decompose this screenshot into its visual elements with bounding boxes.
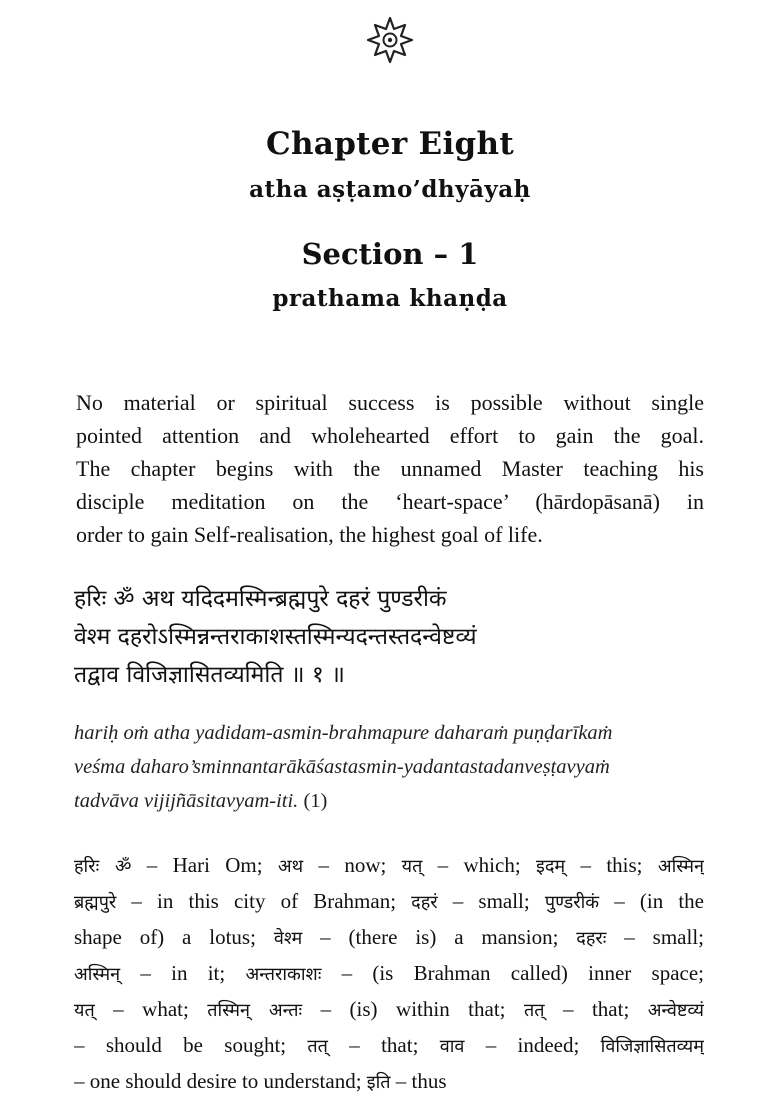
meaning-text: – now;: [303, 853, 402, 877]
intro-line: The chapter begins with the unnamed Master teaching his: [76, 456, 704, 481]
intro-line: order to gain Self-realisation, the highest goal of life.: [76, 522, 543, 547]
sanskrit-term: तत्: [307, 1036, 328, 1057]
meaning-text: – that;: [544, 997, 648, 1021]
sanskrit-verse: [74, 580, 477, 694]
meaning-line: [74, 1028, 704, 1064]
sanskrit-term: वाव: [439, 1036, 465, 1057]
meaning-line: [74, 884, 704, 920]
meaning-text: – in it;: [120, 961, 246, 985]
sanskrit-term: यत्: [74, 1000, 95, 1021]
transliteration-line: [74, 784, 613, 818]
star-ornament-icon: [366, 16, 414, 64]
transliteration-line: veśma daharo’sminnantarākāśastasmin-yadantastadanveṣṭavyaṁ: [74, 756, 610, 778]
transliteration-line: hariḥ oṁ atha yadidam-asmin-brahmapure daharaṁ puṇḍarīkaṁ: [74, 722, 613, 744]
verse-line: हरिः ॐ अथ यदिदमस्मिन्ब्रह्मपुरे दहरं पुण्डरीकं: [74, 586, 447, 612]
intro-line: No material or spiritual success is possible without single: [76, 390, 704, 415]
meaning-text: – should be sought;: [74, 1033, 308, 1057]
meaning-text: – thus: [390, 1069, 447, 1093]
meaning-line: [74, 956, 704, 992]
meaning-text: – Hari Om;: [131, 853, 278, 877]
intro-line: pointed attention and wholehearted effort to gain the goal.: [76, 423, 704, 448]
sanskrit-term: दहरः: [576, 928, 607, 949]
sanskrit-term: विजिज्ञासितव्यम्: [600, 1036, 704, 1057]
sanskrit-term: इति: [366, 1072, 391, 1093]
meaning-text: shape of) a lotus;: [74, 925, 274, 949]
transliteration: [74, 716, 613, 818]
sanskrit-term: तस्मिन् अन्तः: [207, 1000, 303, 1021]
sanskrit-term: अन्वेष्टव्यं: [647, 1000, 704, 1021]
verse-line: तद्वाव विजिज्ञासितव्यमिति ॥ १ ॥: [74, 662, 345, 688]
verse-number: (1): [303, 790, 328, 812]
sanskrit-term: तत्: [523, 1000, 545, 1021]
sanskrit-term: अस्मिन्: [657, 856, 704, 877]
sanskrit-term: अथ: [277, 856, 304, 877]
meaning-text: – (is Brahman called) inner space;: [321, 961, 704, 985]
sanskrit-term: हरिः ॐ: [74, 856, 132, 877]
sanskrit-term: दहरं: [411, 892, 438, 913]
meaning-text: – in this city of Brahman;: [116, 889, 412, 913]
section-subtitle: prathama khaṇḍa: [272, 285, 508, 312]
meaning-line: [74, 920, 704, 956]
sanskrit-term: अस्मिन्: [74, 964, 121, 985]
meaning-text: – (is) within that;: [302, 997, 524, 1021]
meaning-text: – (in the: [599, 889, 704, 913]
sanskrit-term: इदम्: [536, 856, 566, 877]
meaning-line: [74, 992, 704, 1028]
intro-line: disciple meditation on the ‘heart-space’ (hārdopāsanā) in: [76, 489, 704, 514]
section-title: Section – 1: [301, 237, 479, 271]
meaning-text: – this;: [565, 853, 658, 877]
meaning-text: – small;: [606, 925, 704, 949]
transliteration-text: tadvāva vijijñāsitavyam-iti.: [74, 790, 299, 812]
meaning-text: – indeed;: [464, 1033, 601, 1057]
sanskrit-term: वेश्म: [273, 928, 303, 949]
chapter-subtitle: atha aṣṭamo’dhyāyaḥ: [249, 176, 531, 203]
chapter-title: Chapter Eight: [266, 126, 514, 162]
sanskrit-term: अन्तराकाशः: [245, 964, 322, 985]
intro-paragraph: [76, 386, 704, 551]
sanskrit-term: यत्: [401, 856, 423, 877]
meaning-text: – one should desire to understand;: [74, 1069, 367, 1093]
meaning-line: [74, 1064, 704, 1100]
meaning-text: – which;: [422, 853, 536, 877]
meaning-line: [74, 848, 704, 884]
meaning-text: – what;: [94, 997, 208, 1021]
verse-line: वेश्म दहरोऽस्मिन्नन्तराकाशस्तस्मिन्यदन्तस्तदन्वेष्टव्यं: [74, 624, 477, 650]
meaning-text: – small;: [437, 889, 545, 913]
meaning-text: – that;: [327, 1033, 440, 1057]
word-meanings: [74, 848, 704, 1100]
sanskrit-term: पुण्डरीकं: [544, 892, 600, 913]
meaning-text: – (there is) a mansion;: [302, 925, 577, 949]
sanskrit-term: ब्रह्मपुरे: [74, 892, 117, 913]
